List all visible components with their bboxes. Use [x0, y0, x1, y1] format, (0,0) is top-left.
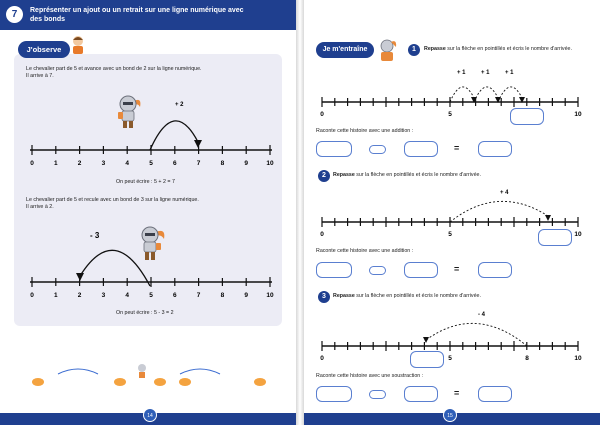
- svg-text:10: 10: [574, 111, 582, 118]
- lesson-title: Représenter un ajout ou un retrait sur une ligne numérique avec des bonds: [30, 7, 244, 23]
- page-gutter: [296, 0, 304, 425]
- exercise2-result-box[interactable]: [478, 262, 512, 278]
- exercise1-equals: =: [454, 143, 460, 153]
- exercise3-operator-box[interactable]: [369, 390, 386, 399]
- exercise3-instruction: Repasse sur la flèche en pointillés et écris le nombre d'arrivée.: [333, 293, 481, 299]
- exercise2-equals: =: [454, 264, 460, 274]
- exercise3-result-box[interactable]: [478, 386, 512, 402]
- tick-label: 4: [125, 160, 130, 167]
- exercise3-number: 3: [318, 291, 330, 303]
- example1-text-line1: Le chevalier part de 5 et avance avec un bond de 2 sur la ligne numérique.: [26, 66, 202, 72]
- exercise1-operator-box[interactable]: [369, 145, 386, 154]
- exercise2-number: 2: [318, 170, 330, 182]
- number-line-exercise3: [316, 304, 588, 368]
- tick-label: 3: [101, 292, 106, 299]
- number-line-example2: [20, 226, 282, 300]
- tick-label: 5: [149, 292, 153, 299]
- svg-text:5: 5: [448, 111, 452, 118]
- example1-caption: On peut écrire : 5 + 2 = 7: [116, 179, 175, 185]
- example1-text-line2: Il arrive à 7.: [26, 73, 54, 79]
- knight-mascot-icon: [376, 38, 398, 62]
- example2-text-line2: Il arrive à 2.: [26, 204, 54, 210]
- svg-text:0: 0: [320, 355, 324, 362]
- tick-label: 2: [77, 160, 82, 167]
- jump-label-2: + 1: [481, 70, 490, 76]
- exercise3-operand2-box[interactable]: [404, 386, 438, 402]
- tick-label: 2: [77, 292, 82, 299]
- observe-label: J'observe: [18, 41, 70, 58]
- exercise2-arrival-box[interactable]: [538, 229, 572, 246]
- number-line-exercise1: [316, 64, 588, 124]
- train-label: Je m'entraîne: [316, 42, 374, 58]
- exercise2-operand1-box[interactable]: [316, 262, 352, 278]
- exercise2-prompt: Raconte cette histoire avec une addition :: [316, 248, 414, 254]
- svg-text:5: 5: [448, 355, 452, 362]
- exercise2-operand2-box[interactable]: [404, 262, 438, 278]
- exercise3-equals: =: [454, 388, 460, 398]
- jump-label-minus3: - 3: [90, 231, 100, 240]
- example2-text-line1: Le chevalier part de 5 et recule avec un bond de 3 sur la ligne numérique.: [26, 197, 199, 203]
- exercise3-arrival-box[interactable]: [410, 351, 444, 368]
- exercise1-number: 1: [408, 44, 420, 56]
- tick-label: 6: [172, 292, 177, 299]
- tick-label: 1: [53, 160, 58, 167]
- jump-arc-minus3: [80, 250, 150, 286]
- tick-label: 1: [53, 292, 58, 299]
- tick-label: 9: [244, 160, 249, 167]
- jump-label-plus4: + 4: [500, 190, 509, 196]
- svg-text:10: 10: [574, 355, 582, 362]
- tick-label: 7: [196, 160, 201, 167]
- exercise1-instruction: Repasse sur la flèche en pointillés et écris le nombre d'arrivée.: [424, 46, 572, 52]
- tick-label: 6: [172, 160, 177, 167]
- exercise1-operand1-box[interactable]: [316, 141, 352, 157]
- exercise1-arrival-box[interactable]: [510, 108, 544, 125]
- sheep-decoration: [20, 360, 280, 392]
- exercise1-prompt: Raconte cette histoire avec une addition :: [316, 128, 414, 134]
- page-number-left: 14: [143, 408, 157, 422]
- exercise3-operand1-box[interactable]: [316, 386, 352, 402]
- tick-label: 8: [220, 292, 225, 299]
- lesson-number-badge: 7: [6, 6, 23, 23]
- tick-label: 4: [125, 292, 130, 299]
- tick-label: 0: [30, 292, 34, 299]
- exercise2-instruction: Repasse sur la flèche en pointillés et écris le nombre d'arrivée.: [333, 172, 481, 178]
- svg-text:5: 5: [448, 231, 452, 238]
- tick-label: 10: [266, 292, 274, 299]
- exercise2-operator-box[interactable]: [369, 266, 386, 275]
- jump-label-plus2: + 2: [175, 102, 184, 108]
- jump-label-3: + 1: [505, 70, 514, 76]
- tick-label: 9: [244, 292, 249, 299]
- exercise3-prompt: Raconte cette histoire avec une soustraction :: [316, 373, 424, 379]
- tick-label: 5: [149, 160, 153, 167]
- tick-label: 3: [101, 160, 106, 167]
- exercise1-result-box[interactable]: [478, 141, 512, 157]
- svg-text:10: 10: [574, 231, 582, 238]
- svg-text:0: 0: [320, 231, 324, 238]
- number-line-example1: [20, 100, 282, 170]
- child-mascot-icon: [70, 35, 86, 55]
- jump-label-minus4: - 4: [478, 312, 486, 318]
- svg-text:8: 8: [525, 355, 529, 362]
- jump-label-1: + 1: [457, 70, 466, 76]
- tick-label: 7: [196, 292, 201, 299]
- svg-text:0: 0: [320, 111, 324, 118]
- example2-caption: On peut écrire : 5 - 3 = 2: [116, 310, 174, 316]
- tick-label: 0: [30, 160, 34, 167]
- exercise1-operand2-box[interactable]: [404, 141, 438, 157]
- tick-label: 8: [220, 160, 225, 167]
- tick-label: 10: [266, 160, 274, 167]
- page-number-right: 15: [443, 408, 457, 422]
- jump-arc-plus2: [150, 121, 198, 150]
